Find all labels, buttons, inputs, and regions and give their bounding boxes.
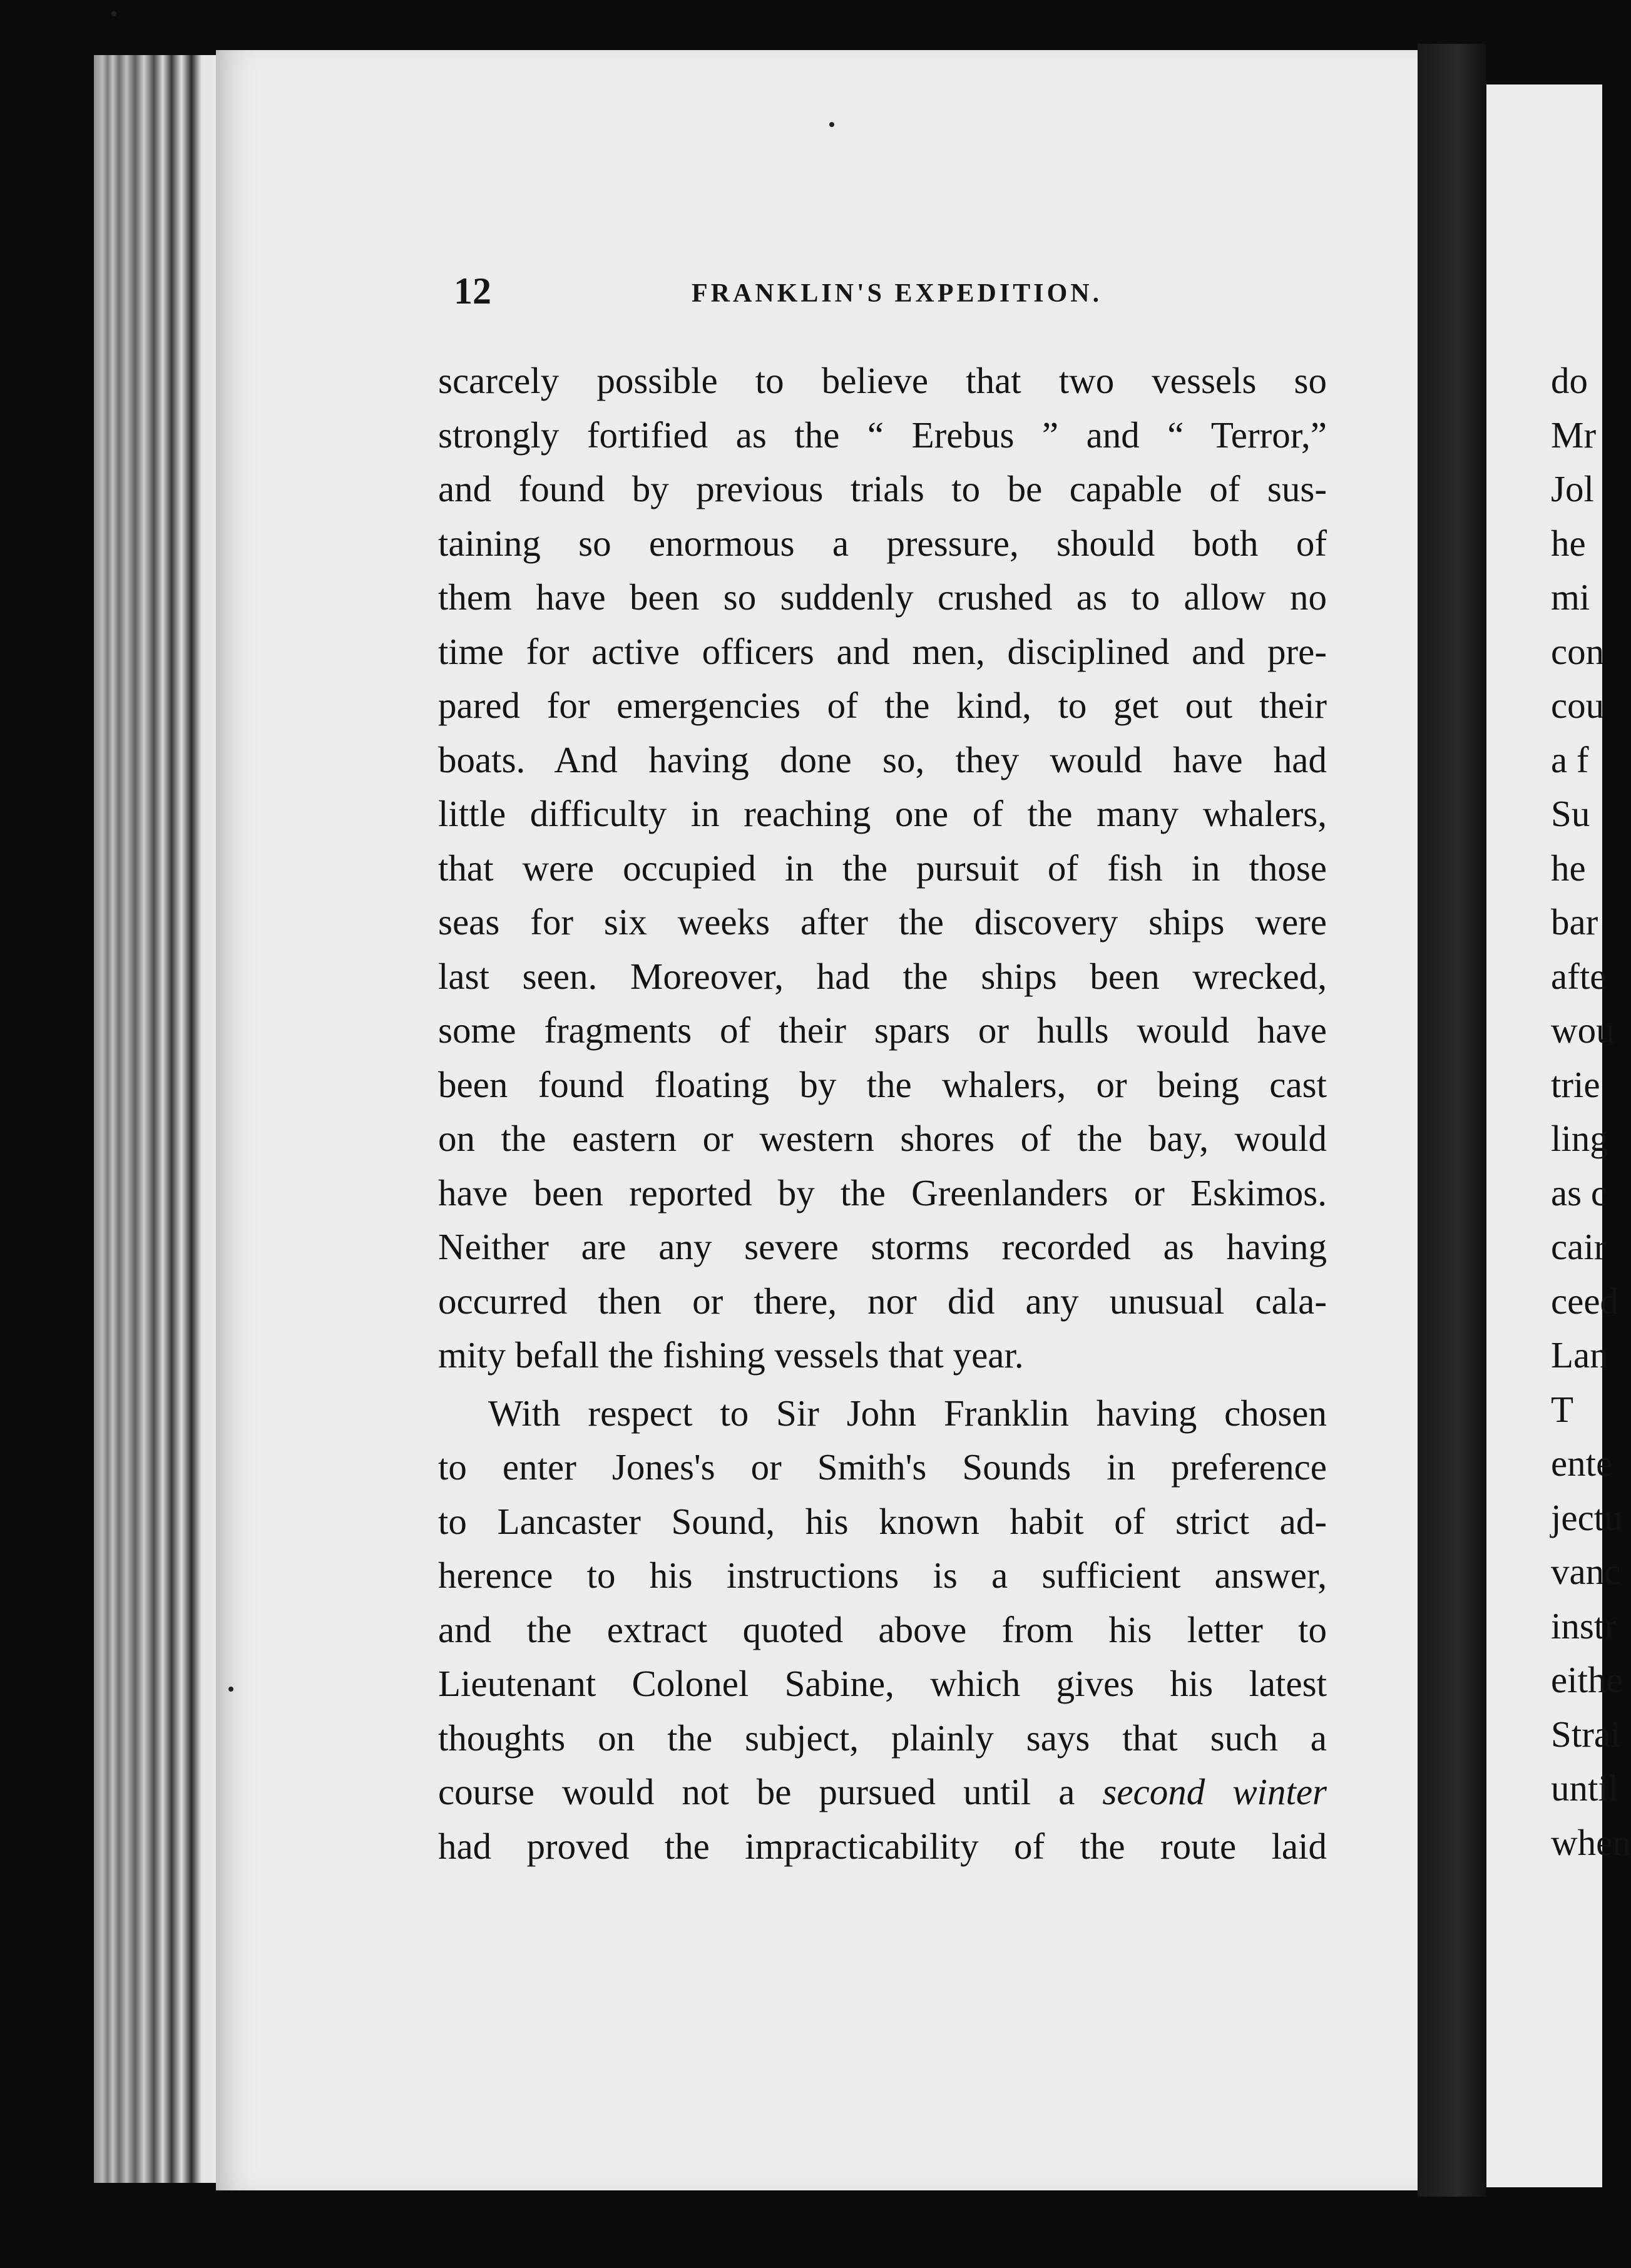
text-line: them have been so suddenly crushed as to allow no (438, 576, 1327, 618)
running-title: FRANKLIN'S EXPEDITION. (692, 279, 1103, 308)
paragraph-2 (438, 1386, 1327, 1874)
text-line: to enter Jones's or Smith's Sounds in preference (438, 1446, 1327, 1488)
facing-fragment: he (1551, 522, 1586, 564)
text-line: thoughts on the subject, plainly says that such a (438, 1717, 1327, 1759)
facing-fragment: a f (1551, 738, 1589, 780)
facing-fragment: bar (1551, 901, 1598, 942)
facing-fragment: mi (1551, 576, 1590, 618)
facing-fragment: T (1551, 1388, 1574, 1430)
text-line: little difficulty in reaching one of the many whalers, (438, 793, 1327, 834)
text-line: scarcely possible to believe that two vessels so (438, 360, 1327, 401)
running-head (454, 266, 1324, 322)
scan-speck (111, 11, 116, 16)
facing-fragment: afte (1551, 955, 1607, 997)
facing-fragment: trie (1551, 1063, 1600, 1105)
text-line: seas for six weeks after the discovery ships were (438, 901, 1327, 942)
book-page-edges (94, 55, 225, 2183)
facing-fragment: con (1551, 630, 1605, 672)
book-gutter (1418, 44, 1486, 2197)
facing-page-text (1551, 354, 1631, 1869)
facing-fragment: Strai (1551, 1713, 1621, 1755)
body-text (438, 354, 1327, 1873)
facing-fragment: when (1551, 1821, 1631, 1863)
text-line: been found floating by the whalers, or being cast (438, 1063, 1327, 1105)
facing-fragment: do (1551, 360, 1588, 401)
text-line: on the eastern or western shores of the bay, would (438, 1118, 1327, 1159)
facing-fragment: Mr (1551, 414, 1597, 456)
scan-speck (829, 122, 834, 127)
text-line: some fragments of their spars or hulls would have (438, 1009, 1327, 1051)
italic-text: second winter (1102, 1771, 1327, 1812)
text-line: taining so enormous a pressure, should both of (438, 522, 1327, 564)
facing-fragment: as c (1551, 1172, 1608, 1213)
text-line-with-italic (438, 1765, 1327, 1819)
page-number: 12 (454, 270, 491, 312)
facing-fragment: ling (1551, 1118, 1608, 1159)
facing-fragment: wou (1551, 1009, 1615, 1051)
facing-fragment: Lan (1551, 1334, 1608, 1376)
text-line: had proved the impracticability of the route laid (438, 1825, 1327, 1867)
text-line: strongly fortified as the “ Erebus ” and “ Terror,” (438, 414, 1327, 456)
paragraph-1 (438, 354, 1327, 1382)
text-line: occurred then or there, nor did any unusual cala- (438, 1280, 1327, 1322)
text-line: Lieutenant Colonel Sabine, which gives his latest (438, 1663, 1327, 1704)
text-line: time for active officers and men, disciplined and pre- (438, 630, 1327, 672)
facing-fragment: eithe (1551, 1659, 1623, 1700)
facing-fragment: ente (1551, 1443, 1613, 1484)
facing-fragment: Su (1551, 793, 1590, 834)
text-line: boats. And having done so, they would have had (438, 738, 1327, 780)
text-line: Neither are any severe storms recorded as having (438, 1226, 1327, 1267)
facing-fragment: cou (1551, 685, 1605, 726)
facing-fragment: until (1551, 1767, 1619, 1809)
facing-fragment: vanc (1551, 1551, 1621, 1592)
text-line: mity befall the fishing vessels that year. (438, 1334, 1024, 1376)
text-line: last seen. Moreover, had the ships been wrecked, (438, 955, 1327, 997)
text-line: pared for emergencies of the kind, to get out their (438, 685, 1327, 726)
facing-fragment: he (1551, 847, 1586, 889)
text-run: course would not be pursued until a (438, 1771, 1103, 1812)
text-line: and found by previous trials to be capable of sus- (438, 468, 1327, 509)
text-line: herence to his instructions is a sufficient answer, (438, 1555, 1327, 1596)
facing-fragment: instr (1551, 1605, 1617, 1647)
facing-fragment: jectu (1551, 1496, 1623, 1538)
text-line: to Lancaster Sound, his known habit of strict ad- (438, 1500, 1327, 1542)
text-line: have been reported by the Greenlanders or Eskimos. (438, 1172, 1327, 1213)
facing-fragment: ceed (1551, 1280, 1619, 1322)
text-line: and the extract quoted above from his letter to (438, 1608, 1327, 1650)
facing-fragment: Jol (1551, 468, 1594, 509)
scan-speck (228, 1687, 233, 1692)
text-line: With respect to Sir John Franklin having chosen (488, 1392, 1327, 1434)
facing-fragment: cair (1551, 1226, 1607, 1267)
text-line: that were occupied in the pursuit of fish in those (438, 847, 1327, 889)
